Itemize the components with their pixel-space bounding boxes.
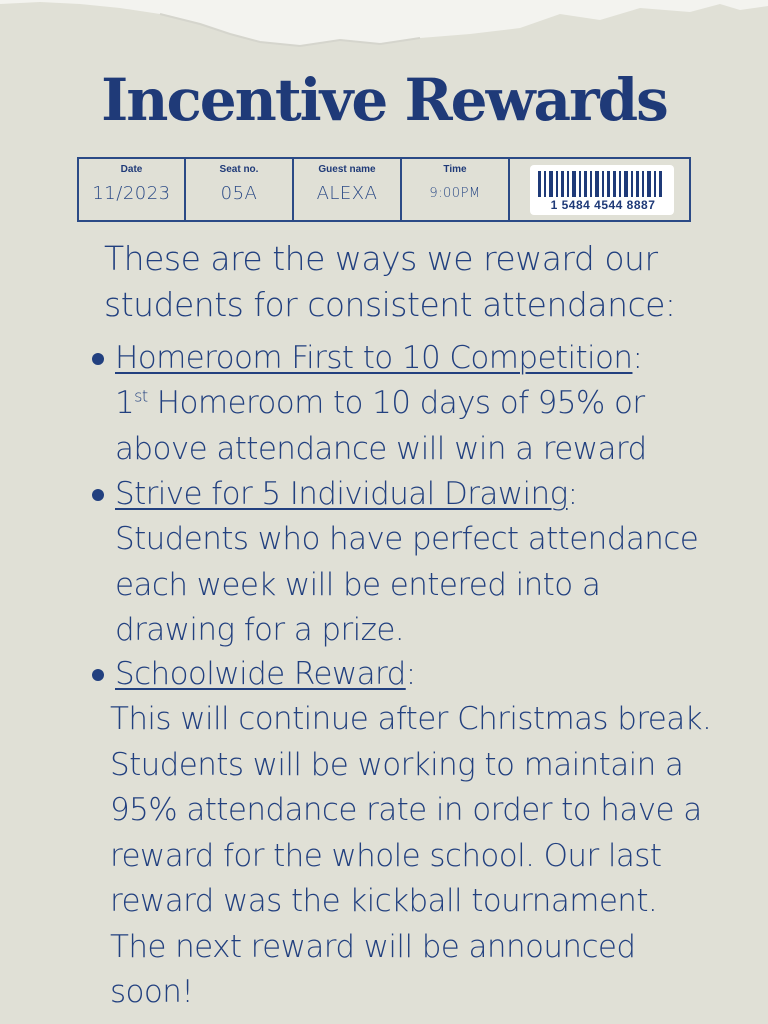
guest-label: Guest name bbox=[318, 164, 376, 175]
item-body: This will continue after Christmas break. Students will be working to maintain a 95% attendance rate in order to have a reward for the whole school. Our last reward was the kickball tournament. The next reward will be announced soon! bbox=[110, 701, 712, 1010]
intro-text: These are the ways we reward our students for consistent attendance: bbox=[104, 239, 676, 324]
barcode bbox=[530, 165, 674, 215]
bullet-icon bbox=[92, 669, 104, 681]
bullet-icon bbox=[92, 353, 104, 365]
bullet-icon bbox=[92, 489, 104, 501]
page-title: Incentive Rewards bbox=[101, 66, 667, 134]
item-heading: Homeroom First to 10 Competition: bbox=[115, 340, 643, 376]
ticket-date-cell bbox=[79, 159, 186, 220]
item-body: 1st Homeroom to 10 days of 95% or above attendance will win a reward bbox=[115, 385, 647, 467]
ticket-barcode-cell bbox=[510, 159, 689, 220]
barcode-number: 1 5484 4544 8887 bbox=[550, 198, 656, 212]
torn-paper-edge bbox=[0, 0, 768, 60]
item-heading: Schoolwide Reward: bbox=[115, 656, 416, 692]
seat-value: 05A bbox=[220, 183, 258, 204]
guest-value: ALEXA bbox=[316, 183, 378, 204]
date-label: Date bbox=[120, 164, 143, 175]
time-value: 9:00PM bbox=[429, 186, 481, 201]
date-value: 11/2023 bbox=[92, 183, 171, 204]
barcode-icon bbox=[536, 171, 668, 197]
ticket-seat-cell bbox=[186, 159, 294, 220]
seat-label: Seat no. bbox=[219, 164, 259, 175]
ticket-strip bbox=[77, 157, 691, 222]
item-body: Students who have perfect attendance each week will be entered into a drawing for a prize. bbox=[115, 521, 699, 648]
ticket-time-cell bbox=[402, 159, 510, 220]
time-label: Time bbox=[443, 164, 467, 175]
item-heading: Strive for 5 Individual Drawing: bbox=[115, 476, 578, 512]
ticket-guest-cell bbox=[294, 159, 402, 220]
